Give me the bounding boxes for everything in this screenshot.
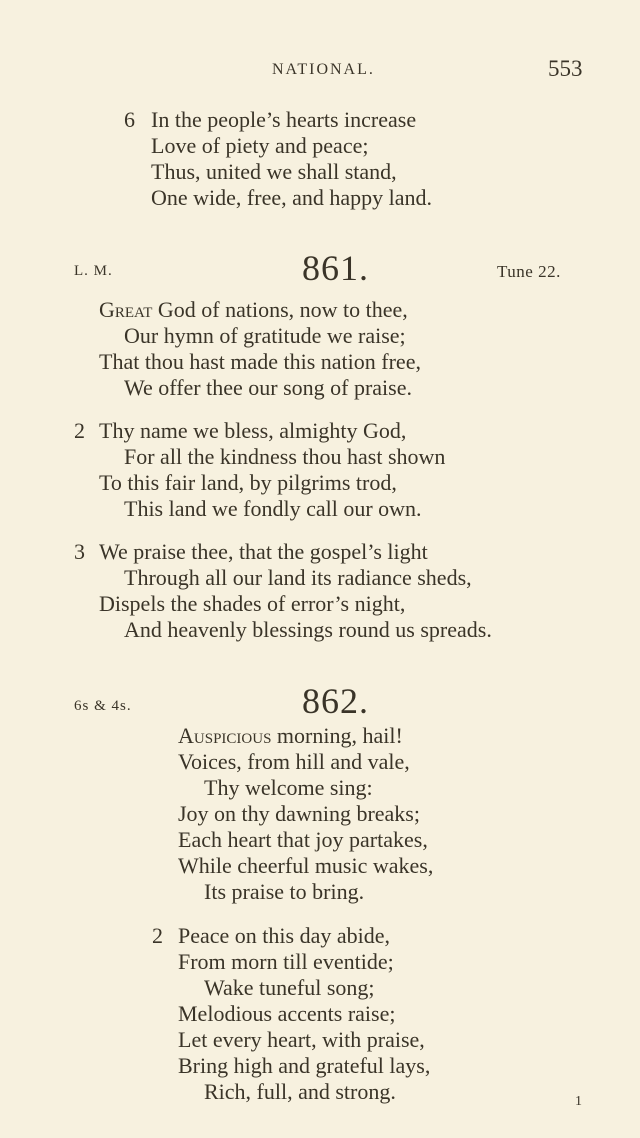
verse-line: Our hymn of gratitude we raise; — [124, 323, 406, 348]
stanza-number: 2 — [152, 923, 163, 948]
verse-line: Voices, from hill and vale, — [178, 749, 410, 774]
verse-line-first — [178, 723, 403, 749]
verse-line: Let every heart, with praise, — [178, 1027, 425, 1052]
running-header-title: NATIONAL. — [272, 61, 375, 78]
verse-line: Peace on this day abide, — [178, 923, 390, 948]
verse-line: Wake tuneful song; — [204, 975, 375, 1000]
verse-line: Each heart that joy partakes, — [178, 827, 428, 852]
verse-line: To this fair land, by pilgrims trod, — [99, 470, 397, 495]
verse-line: Bring high and grateful lays, — [178, 1053, 431, 1078]
initial-word: Auspicious — [178, 723, 272, 748]
stanza-number: 6 — [124, 107, 135, 132]
verse-line: Through all our land its radiance sheds, — [124, 565, 472, 590]
verse-line: In the people’s hearts increase — [151, 107, 417, 132]
verse-line-rest: morning, hail! — [271, 723, 403, 748]
hymn-meter: L. M. — [74, 263, 113, 279]
stanza-number: 2 — [74, 418, 85, 443]
verse-line: From morn till eventide; — [178, 949, 394, 974]
initial-word: Great — [99, 297, 153, 322]
verse-line: Dispels the shades of error’s night, — [99, 591, 406, 616]
tune-reference: Tune 22. — [497, 262, 561, 281]
verse-line: Thus, united we shall stand, — [151, 159, 397, 184]
verse-line: For all the kindness thou hast shown — [124, 444, 446, 469]
hymn-number: 861. — [302, 248, 369, 288]
verse-line: Melodious accents raise; — [178, 1001, 396, 1026]
verse-line: And heavenly blessings round us spreads. — [124, 617, 492, 642]
verse-line: That thou hast made this nation free, — [99, 349, 421, 374]
verse-line-first — [99, 297, 408, 323]
verse-line: Thy welcome sing: — [204, 775, 373, 800]
hymn-meter: 6s & 4s. — [74, 698, 132, 714]
page-number: 553 — [548, 56, 583, 81]
verse-line: While cheerful music wakes, — [178, 853, 434, 878]
stanza-number: 3 — [74, 539, 85, 564]
verse-line: Rich, full, and strong. — [204, 1079, 396, 1104]
verse-line: Joy on thy dawning breaks; — [178, 801, 420, 826]
verse-line: We praise thee, that the gospel’s light — [99, 539, 428, 564]
verse-line: One wide, free, and happy land. — [151, 185, 433, 210]
verse-line: We offer thee our song of praise. — [124, 375, 412, 400]
verse-line: Thy name we bless, almighty God, — [99, 418, 407, 443]
verse-line: This land we fondly call our own. — [124, 496, 422, 521]
printer-mark: 1 — [575, 1094, 582, 1109]
verse-line: Love of piety and peace; — [151, 133, 369, 158]
hymn-number: 862. — [302, 681, 369, 721]
verse-line-rest: God of nations, now to thee, — [152, 297, 408, 322]
verse-line: Its praise to bring. — [204, 879, 365, 904]
